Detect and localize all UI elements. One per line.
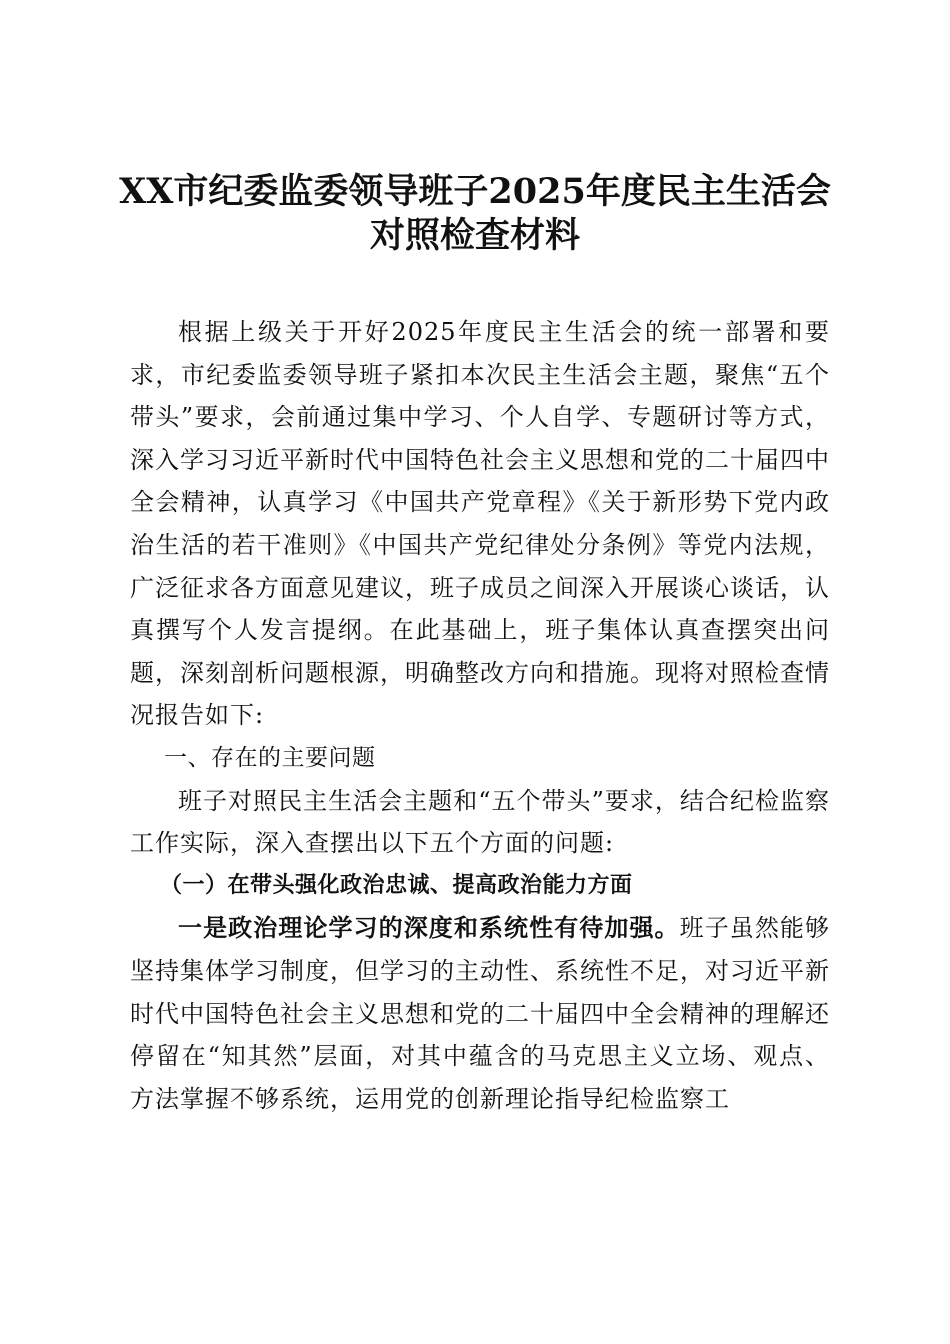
document-body: [130, 311, 830, 1120]
section-heading-problems: 一、存在的主要问题: [164, 744, 376, 771]
intro-paragraph: 根据上级关于开好2025年度民主生活会的统一部署和要求，市纪委监委领导班子紧扣本次民主生活会主题，聚焦“五个带头”要求，会前通过集中学习、个人自学、专题研讨等方式，深入学习习近平新时代中国特色社会主义思想和党的二十届四中全会精神，认真学习《中国共产党章程》《关于新形势下党内政治生活的若干准则》《中国共产党纪律处分条例》等党内法规，广泛征求各方面意见建议，班子成员之间深入开展谈心谈话，认真撰写个人发言提纲。在此基础上，班子集体认真查摆突出问题，深刻剖析问题根源，明确整改方向和措施。现将对照检查情况报告如下:: [130, 318, 830, 730]
subsection-heading-political-loyalty: （一）在带头强化政治忠诚、提高政治能力方面: [160, 872, 633, 898]
point-one-lead: 一是政治理论学习的深度和系统性有待加强。: [178, 913, 680, 943]
point-one-body: 班子虽然能够坚持集体学习制度，但学习的主动性、系统性不足，对习近平新时代中国特色社会主义思想和党的二十届四中全会精神的理解还停留在“知其然”层面，对其中蕴含的马克思主义立场、观点、方法掌握不够系统，运用党的创新理论指导纪检监察工: [130, 914, 831, 1113]
title-line-2: 对照检查材料: [369, 215, 580, 256]
title-line-1: XX市纪委监委领导班子2025年度民主生活会: [119, 171, 831, 212]
section-intro-paragraph: 班子对照民主生活会主题和“五个带头”要求，结合纪检监察工作实际，深入查摆出以下五个方面的问题:: [130, 786, 830, 858]
document-title: [80, 170, 870, 258]
point-one-paragraph: [130, 907, 830, 1120]
